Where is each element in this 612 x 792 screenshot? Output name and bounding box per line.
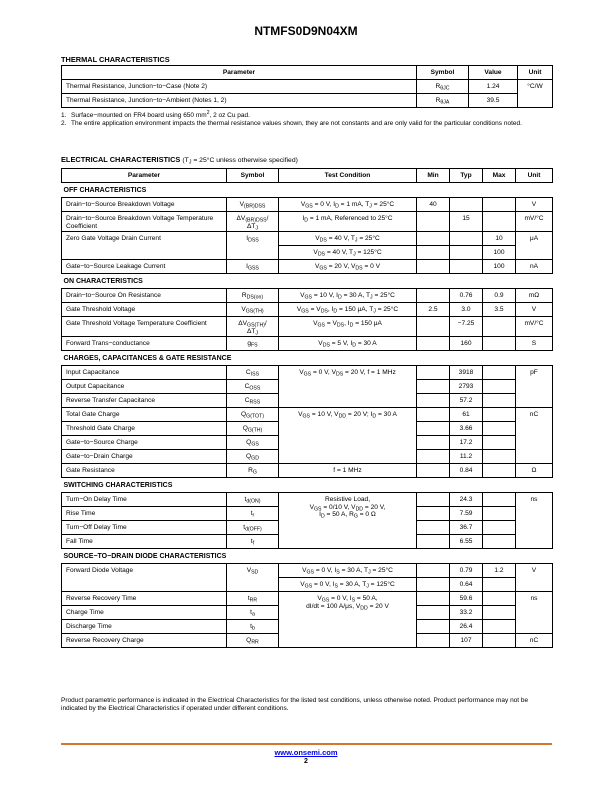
min-cell xyxy=(417,337,450,351)
max-cell xyxy=(483,422,516,436)
parameter-cell: Output Capacitance xyxy=(62,380,227,394)
note-1 xyxy=(61,109,553,120)
typ-cell: 0.76 xyxy=(450,289,483,303)
header-unit: Unit xyxy=(516,169,553,183)
parameter-cell: Gate−to−Source Leakage Current xyxy=(62,260,227,274)
parameter-cell: Gate Resistance xyxy=(62,464,227,478)
unit-cell: nC xyxy=(516,634,553,648)
unit-cell: mV/°C xyxy=(516,212,553,232)
unit-cell: °C/W xyxy=(518,80,553,108)
header-parameter: Parameter xyxy=(62,66,417,80)
symbol-cell: $Q_{GS}$ xyxy=(227,436,279,450)
note-2 xyxy=(61,120,553,128)
symbol-cell: $C_{OSS}$ xyxy=(227,380,279,394)
footer-divider xyxy=(61,743,552,745)
max-cell xyxy=(483,394,516,408)
section-heading: OFF CHARACTERISTICS xyxy=(62,183,553,198)
table-row xyxy=(62,212,553,232)
section-row-on xyxy=(62,274,553,289)
table-row xyxy=(62,80,553,94)
max-cell xyxy=(483,521,516,535)
min-cell xyxy=(417,422,450,436)
symbol-cell xyxy=(417,94,469,108)
parameter-cell: Zero Gate Voltage Drain Current xyxy=(62,232,227,260)
min-cell xyxy=(417,246,450,260)
table-row xyxy=(62,366,553,380)
max-cell xyxy=(483,198,516,212)
electrical-subtitle xyxy=(182,157,297,164)
typ-cell: 2793 xyxy=(450,380,483,394)
symbol-cell: $Q_{GD}$ xyxy=(227,450,279,464)
condition-cell: $V_{DS} = 40$ V, $T_J = 25^\circ C$ xyxy=(279,232,417,246)
min-cell xyxy=(417,260,450,274)
disclaimer-text: Product parametric performance is indicated in the Electrical Characteristics for the listed test conditions, unless otherwise noted. Product performance may not be indicated by the Electrical Characteristics if operated under different conditions. xyxy=(61,697,529,713)
condition-cell: $V_{GS} = 0$ V, $I_S = 30$ A, $T_J = 125^\circ C$ xyxy=(279,578,417,592)
condition-cell: $V_{GS} = V_{DS}$, $I_D = 150$ μA, $T_J = 25^\circ C$ xyxy=(279,303,417,317)
section-heading: SWITCHING CHARACTERISTICS xyxy=(62,478,553,493)
symbol-cell: $g_{FS}$ xyxy=(227,337,279,351)
min-cell xyxy=(417,620,450,634)
condition-cell: $V_{GS} = V_{DS}$, $I_D = 150$ μA xyxy=(279,317,417,337)
max-cell xyxy=(483,408,516,422)
parameter-cell: Total Gate Charge xyxy=(62,408,227,422)
typ-cell: 3918 xyxy=(450,366,483,380)
parameter-cell: Reverse Transfer Capacitance xyxy=(62,394,227,408)
value-cell: 1.24 xyxy=(469,80,518,94)
parameter-cell: Drain−to−Source Breakdown Voltage Temperature Coefficient xyxy=(62,212,227,232)
typ-cell: 17.2 xyxy=(450,436,483,450)
max-cell: 3.5 xyxy=(483,303,516,317)
thermal-header-row xyxy=(62,66,553,80)
parameter-cell: Thermal Resistance, Junction−to−Case (Note 2) xyxy=(62,80,417,94)
table-row xyxy=(62,303,553,317)
condition-cell: $V_{DS} = 5$ V, $I_D = 30$ A xyxy=(279,337,417,351)
section-row-charges xyxy=(62,351,553,366)
typ-cell xyxy=(450,198,483,212)
typ-cell: 3.0 xyxy=(450,303,483,317)
typ-cell: 160 xyxy=(450,337,483,351)
max-cell xyxy=(483,620,516,634)
table-row xyxy=(62,464,553,478)
parameter-cell: Gate Threshold Voltage xyxy=(62,303,227,317)
symbol-cell: $V_{(BR)DSS}$ xyxy=(227,198,279,212)
condition-cell: $V_{GS} = 0$ V, $I_D = 1$ mA, $T_J = 25^\circ C$ xyxy=(279,198,417,212)
header-parameter: Parameter xyxy=(62,169,227,183)
header-typ: Typ xyxy=(450,169,483,183)
subtitle-part: (T xyxy=(182,157,189,164)
min-cell xyxy=(417,521,450,535)
symbol-cell: $\Delta V_{(BR)DSS}/$ $\Delta T_J$ xyxy=(227,212,279,232)
typ-cell xyxy=(450,232,483,246)
section-heading: SOURCE−TO−DRAIN DIODE CHARACTERISTICS xyxy=(62,549,553,564)
table-row xyxy=(62,260,553,274)
condition-cell: $V_{GS} = 0$ V, $I_S = 30$ A, $T_J = 25^\circ C$ xyxy=(279,564,417,578)
symbol-cell: $V_{GS(TH)}$ xyxy=(227,303,279,317)
min-cell xyxy=(417,464,450,478)
max-cell: 0.9 xyxy=(483,289,516,303)
min-cell xyxy=(417,564,450,578)
parameter-cell: Gate−to−Source Charge xyxy=(62,436,227,450)
header-min: Min xyxy=(417,169,450,183)
table-row xyxy=(62,289,553,303)
typ-cell: 24.3 xyxy=(450,493,483,507)
min-cell xyxy=(417,634,450,648)
header-symbol: Symbol xyxy=(417,66,469,80)
thermal-section-title: THERMAL CHARACTERISTICS xyxy=(61,55,170,64)
max-cell xyxy=(483,535,516,549)
unit-cell: V xyxy=(516,564,553,592)
max-cell xyxy=(483,450,516,464)
note-text: The entire application environment impacts the thermal resistance values shown, they are not constants and are only valid for the particular conditions noted. xyxy=(71,120,522,128)
parameter-cell: Forward Trans−conductance xyxy=(62,337,227,351)
condition-cell: $V_{DS} = 40$ V, $T_J = 125^\circ C$ xyxy=(279,246,417,260)
min-cell xyxy=(417,578,450,592)
parameter-cell: Drain−to−Source On Resistance xyxy=(62,289,227,303)
symbol-cell: $t_f$ xyxy=(227,535,279,549)
min-cell xyxy=(417,317,450,337)
typ-cell: 0.84 xyxy=(450,464,483,478)
symbol-cell: $C_{RSS}$ xyxy=(227,394,279,408)
min-cell xyxy=(417,394,450,408)
symbol-cell: $\Delta V_{GS(TH)}/$ $\Delta T_J$ xyxy=(227,317,279,337)
symbol-cell: $I_{DSS}$ xyxy=(227,232,279,260)
parameter-cell: Rise Time xyxy=(62,507,227,521)
table-row xyxy=(62,337,553,351)
symbol-cell: $t_a$ xyxy=(227,606,279,620)
table-row xyxy=(62,408,553,422)
unit-cell: Ω xyxy=(516,464,553,478)
section-row-diode xyxy=(62,549,553,564)
max-cell: 100 xyxy=(483,246,516,260)
parameter-cell: Input Capacitance xyxy=(62,366,227,380)
min-cell: 40 xyxy=(417,198,450,212)
note-text xyxy=(71,109,250,120)
max-cell: 1.2 xyxy=(483,564,516,578)
condition-cell: $I_D = 1$ mA, Referenced to 25°C xyxy=(279,212,417,232)
subtitle-subscript: J xyxy=(188,159,192,166)
unit-cell: μA xyxy=(516,232,553,260)
symbol-cell: $t_{d(ON)}$ xyxy=(227,493,279,507)
thermal-table xyxy=(61,65,553,108)
symbol-cell: $V_{SD}$ xyxy=(227,564,279,592)
typ-cell xyxy=(450,260,483,274)
max-cell xyxy=(483,464,516,478)
symbol-cell: $t_r$ xyxy=(227,507,279,521)
symbol-cell: $Q_{RR}$ xyxy=(227,634,279,648)
max-cell xyxy=(483,337,516,351)
table-row xyxy=(62,94,553,108)
min-cell: 2.5 xyxy=(417,303,450,317)
min-cell xyxy=(417,436,450,450)
max-cell xyxy=(483,366,516,380)
symbol-cell xyxy=(417,80,469,94)
symbol-cell: $R_G$ xyxy=(227,464,279,478)
table-row xyxy=(62,493,553,507)
max-cell xyxy=(483,606,516,620)
typ-cell: 7.59 xyxy=(450,507,483,521)
max-cell xyxy=(483,634,516,648)
parameter-cell: Charge Time xyxy=(62,606,227,620)
electrical-section-title xyxy=(61,155,298,164)
max-cell xyxy=(483,380,516,394)
parameter-cell: Drain−to−Source Breakdown Voltage xyxy=(62,198,227,212)
condition-cell: f = 1 MHz xyxy=(279,464,417,478)
typ-cell: −7.25 xyxy=(450,317,483,337)
min-cell xyxy=(417,212,450,232)
parameter-cell: Thermal Resistance, Junction−to−Ambient (Notes 1, 2) xyxy=(62,94,417,108)
unit-cell: ns xyxy=(516,493,553,549)
condition-cell: $V_{GS} = 10$ V, $I_D = 30$ A, $T_J = 25^\circ C$ xyxy=(279,289,417,303)
parameter-cell: Gate−to−Drain Charge xyxy=(62,450,227,464)
parameter-cell: Reverse Recovery Time xyxy=(62,592,227,606)
max-cell xyxy=(483,317,516,337)
typ-cell: 6.55 xyxy=(450,535,483,549)
section-row-switching xyxy=(62,478,553,493)
typ-cell: 57.2 xyxy=(450,394,483,408)
symbol-cell: $I_{GSS}$ xyxy=(227,260,279,274)
section-row-off xyxy=(62,183,553,198)
electrical-table xyxy=(61,168,553,648)
max-cell xyxy=(483,493,516,507)
table-row xyxy=(62,592,553,606)
condition-cell: $V_{GS} = 10$ V, $V_{DD} = 20$ V; $I_D = 30$ A xyxy=(279,408,417,464)
symbol-subscript: θJC xyxy=(440,85,450,92)
typ-cell: 26.4 xyxy=(450,620,483,634)
unit-cell: V xyxy=(516,198,553,212)
typ-cell: 0.64 xyxy=(450,578,483,592)
table-row xyxy=(62,232,553,246)
note-number: 2. xyxy=(61,120,67,128)
header-symbol: Symbol xyxy=(227,169,279,183)
section-heading: CHARGES, CAPACITANCES & GATE RESISTANCE xyxy=(62,351,553,366)
max-cell xyxy=(483,578,516,592)
electrical-title-text: ELECTRICAL CHARACTERISTICS xyxy=(61,155,181,164)
symbol-subscript: θJA xyxy=(440,99,450,106)
max-cell xyxy=(483,212,516,232)
unit-cell: pF xyxy=(516,366,553,408)
header-test-condition: Test Condition xyxy=(279,169,417,183)
electrical-header-row xyxy=(62,169,553,183)
table-row xyxy=(62,198,553,212)
unit-cell: S xyxy=(516,337,553,351)
section-heading: ON CHARACTERISTICS xyxy=(62,274,553,289)
typ-cell: 11.2 xyxy=(450,450,483,464)
header-unit: Unit xyxy=(518,66,553,80)
unit-cell: mV/°C xyxy=(516,317,553,337)
header-max: Max xyxy=(483,169,516,183)
note-text-part: , 2 oz Cu pad. xyxy=(209,112,250,119)
symbol-cell: $R_{DS(on)}$ xyxy=(227,289,279,303)
header-value: Value xyxy=(469,66,518,80)
symbol-cell: $Q_{G(TH)}$ xyxy=(227,422,279,436)
min-cell xyxy=(417,606,450,620)
parameter-cell: Forward Diode Voltage xyxy=(62,564,227,592)
min-cell xyxy=(417,507,450,521)
part-number-title: NTMFS0D9N04XM xyxy=(254,24,358,38)
max-cell xyxy=(483,507,516,521)
min-cell xyxy=(417,232,450,246)
unit-cell: mΩ xyxy=(516,289,553,303)
parameter-cell: Threshold Gate Charge xyxy=(62,422,227,436)
symbol-cell: $t_{RR}$ xyxy=(227,592,279,606)
typ-cell: 36.7 xyxy=(450,521,483,535)
min-cell xyxy=(417,380,450,394)
typ-cell: 3.66 xyxy=(450,422,483,436)
min-cell xyxy=(417,366,450,380)
unit-cell: ns xyxy=(516,592,553,634)
note-number: 1. xyxy=(61,112,67,119)
typ-cell: 61 xyxy=(450,408,483,422)
min-cell xyxy=(417,592,450,606)
thermal-notes xyxy=(61,109,553,128)
unit-cell: nC xyxy=(516,408,553,464)
subtitle-part: = 25°C unless otherwise specified) xyxy=(191,157,298,164)
parameter-cell: Turn−On Delay Time xyxy=(62,493,227,507)
note-superscript: 2 xyxy=(206,109,210,116)
typ-cell: 33.2 xyxy=(450,606,483,620)
condition-cell: $V_{GS} = 0$ V, $V_{DS} = 20$ V, f = 1 MHz xyxy=(279,366,417,408)
parameter-cell: Reverse Recovery Charge xyxy=(62,634,227,648)
typ-cell: 59.6 xyxy=(450,592,483,606)
parameter-cell: Discharge Time xyxy=(62,620,227,634)
symbol-cell: $Q_{G(TOT)}$ xyxy=(227,408,279,422)
unit-cell: nA xyxy=(516,260,553,274)
symbol-cell: $t_b$ xyxy=(227,620,279,634)
parameter-cell: Fall Time xyxy=(62,535,227,549)
symbol-cell: $C_{ISS}$ xyxy=(227,366,279,380)
symbol-base: R xyxy=(435,97,441,104)
min-cell xyxy=(417,408,450,422)
min-cell xyxy=(417,289,450,303)
footer-website-link[interactable]: www.onsemi.com xyxy=(274,748,338,757)
page-number: 2 xyxy=(304,758,308,765)
parameter-cell: Turn−Off Delay Time xyxy=(62,521,227,535)
min-cell xyxy=(417,450,450,464)
max-cell: 100 xyxy=(483,260,516,274)
value-cell: 39.5 xyxy=(469,94,518,108)
max-cell: 10 xyxy=(483,232,516,246)
symbol-base: R xyxy=(435,83,441,90)
typ-cell xyxy=(450,246,483,260)
min-cell xyxy=(417,493,450,507)
table-row xyxy=(62,317,553,337)
condition-cell: $V_{GS} = 0$ V, $I_S = 50$ A, dI/dt = 100 A/μs, $V_{DD} = 20$ V xyxy=(279,592,417,648)
symbol-cell: $t_{d(OFF)}$ xyxy=(227,521,279,535)
typ-cell: 15 xyxy=(450,212,483,232)
note-text-part: Surface−mounted on FR4 board using 650 mm xyxy=(71,112,207,119)
typ-cell: 0.79 xyxy=(450,564,483,578)
condition-cell: $V_{GS} = 20$ V, $V_{DS} = 0$ V xyxy=(279,260,417,274)
table-row xyxy=(62,564,553,578)
max-cell xyxy=(483,592,516,606)
parameter-cell: Gate Threshold Voltage Temperature Coefficient xyxy=(62,317,227,337)
min-cell xyxy=(417,535,450,549)
max-cell xyxy=(483,436,516,450)
unit-cell: V xyxy=(516,303,553,317)
condition-cell: Resistive Load, $V_{GS} = 0/10$ V, $V_{DD} = 20$ V, $I_D = 50$ A, $R_G = 0$ Ω xyxy=(279,493,417,549)
typ-cell: 107 xyxy=(450,634,483,648)
